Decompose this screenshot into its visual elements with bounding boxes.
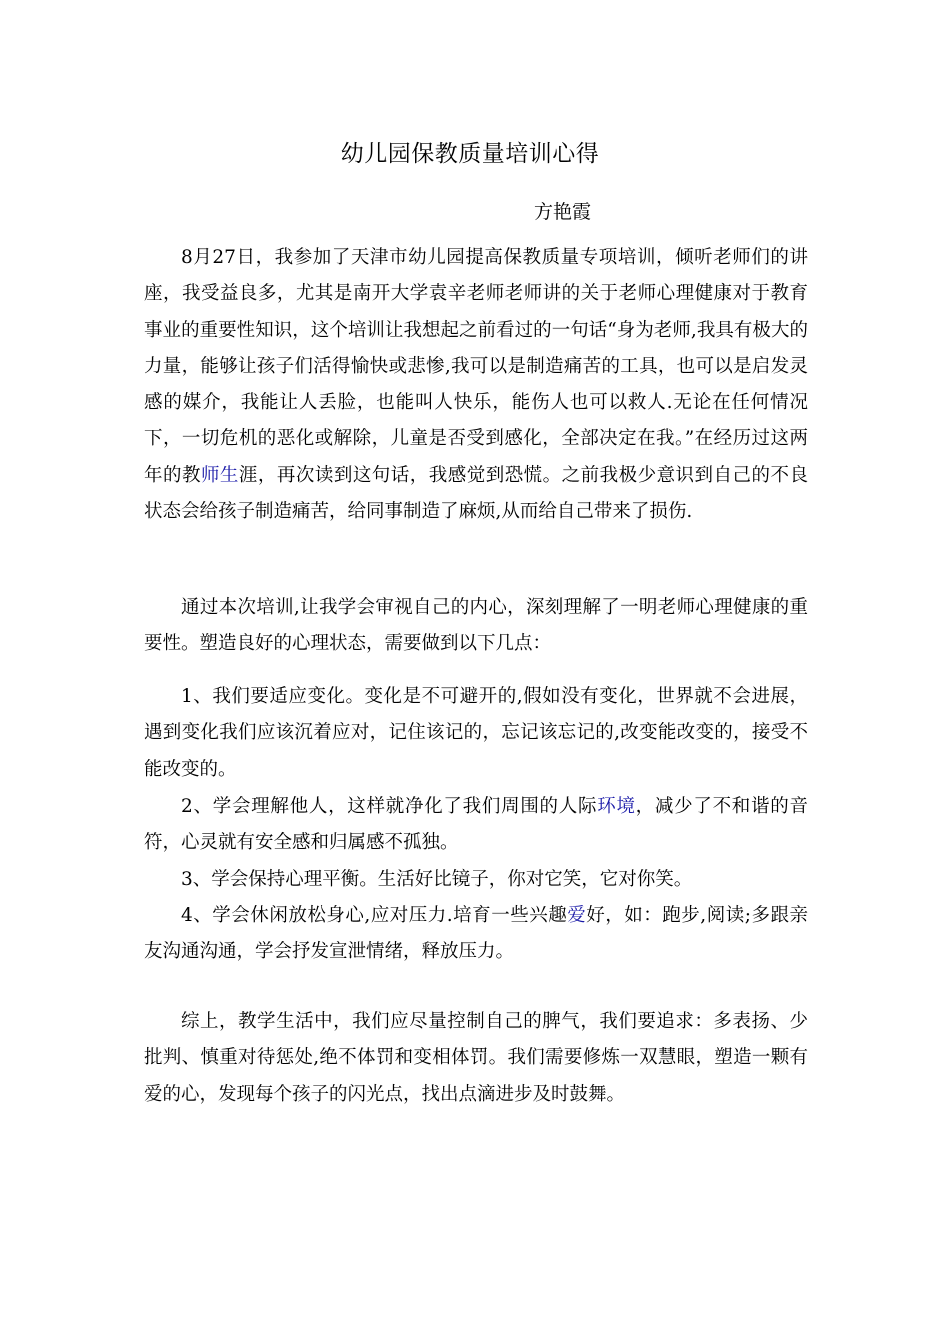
paragraph-reflection: 通过本次培训,让我学会审视自己的内心，深刻理解了一明老师心理健康的重要性。塑造良好的心理状态，需要做到以下几点： [144, 597, 808, 655]
inline-link[interactable]: 师生 [200, 464, 239, 486]
list-item-4 [144, 898, 808, 971]
list-item-3: 3、学会保持心理平衡。生活好比镜子，你对它笑，它对你笑。 [181, 869, 693, 890]
paragraph-text: 好，如：跑步,阅读;多跟亲友沟通沟通，学会抒发宣泄情绪，释放压力。 [144, 905, 808, 963]
paragraph-text: ，减少了不和谐的音符，心灵就有安全感和归属感不孤独。 [144, 796, 808, 854]
inline-link[interactable]: 爱 [567, 905, 587, 926]
list-item-1: 1、我们要适应变化。变化是不可避开的,假如没有变化，世界就不会进展，遇到变化我们应该沉着应对，记住该记的，忘记该忘记的,改变能改变的，接受不能改变的。 [144, 686, 808, 780]
inline-link[interactable]: 环境 [597, 796, 636, 817]
paragraph-text: 8月27日，我参加了天津市幼儿园提高保教质量专项培训，倾听老师们的讲座，我受益良多，尤其是南开大学袁辛老师老师讲的关于老师心理健康对于教育事业的重要性知识，这个培训让我想起之前看过的一句话“身为老师,我具有极大的力量，能够让孩子们活得愉快或悲惨,我可以是制造痛苦的工具，也可以是启发灵感的媒介，我能让人丢脸，也能叫人快乐，能伤人也可以救人.无论在任何情况下，一切危机的恶化或解除，儿童是否受到感化，全部决定在我。”在经历过这两年的教 [144, 247, 808, 486]
paragraph-intro [144, 240, 808, 530]
document-title: 幼儿园保教质量培训心得 [340, 141, 600, 167]
paragraph-conclusion: 综上，教学生活中，我们应尽量控制自己的脾气，我们要追求：多表扬、少批判、慎重对待惩处,绝不体罚和变相体罚。我们需要修炼一双慧眼，塑造一颗有爱的心，发现每个孩子的闪光点，找出点滴进步及时鼓舞。 [144, 1011, 808, 1105]
paragraph-text: 4、学会休闲放松身心,应对压力.培育一些兴趣 [181, 905, 568, 926]
list-item-2 [144, 789, 808, 862]
paragraph-text: 2、学会理解他人，这样就净化了我们周围的人际 [181, 796, 598, 817]
author-name: 方艳霞 [534, 201, 592, 223]
paragraph-text: 涯，再次读到这句话，我感觉到恐慌。之前我极少意识到自己的不良状态会给孩子制造痛苦，给同事制造了麻烦,从而给自己带来了损伤. [144, 464, 808, 523]
